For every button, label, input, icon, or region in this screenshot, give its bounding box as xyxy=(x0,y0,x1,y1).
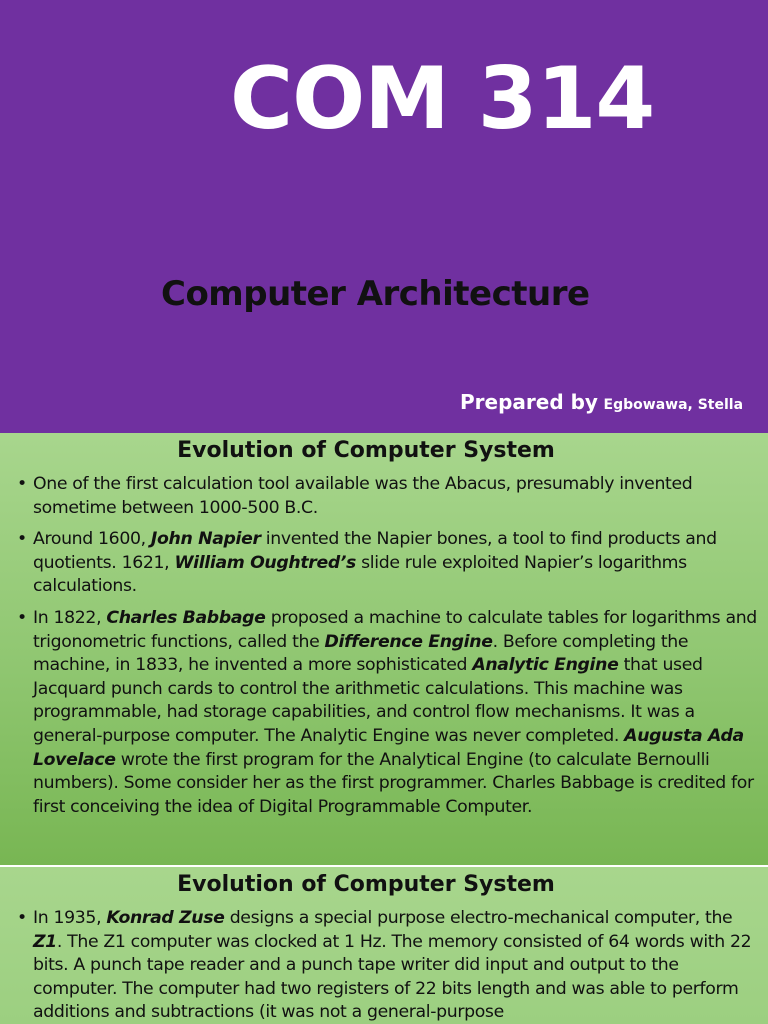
emphasized-text: Charles Babbage xyxy=(106,607,266,628)
bullet-text: designs a special purpose electro-mechanical computer, the xyxy=(224,908,733,928)
bullet-text: In 1822, xyxy=(33,607,107,628)
slide-title: Evolution of Computer System xyxy=(177,438,555,463)
emphasized-text: Difference Engine xyxy=(324,631,493,652)
credit-line xyxy=(460,390,743,414)
emphasized-text: John Napier xyxy=(150,529,261,550)
content-slide xyxy=(0,433,768,865)
emphasized-text: Analytic Engine xyxy=(472,655,619,676)
bullet-dot-icon: • xyxy=(17,474,27,494)
bullet-item xyxy=(17,907,758,1024)
content-slide xyxy=(0,867,768,1024)
bullet-dot-icon: • xyxy=(17,607,27,628)
course-code: COM 314 xyxy=(230,49,655,149)
bullet-text: Around 1600, xyxy=(33,529,151,550)
author-name: Egbowawa, Stella xyxy=(603,397,744,413)
slide-title: Evolution of Computer System xyxy=(177,872,555,897)
bullet-text: One of the first calculation tool available was the Abacus, presumably invented sometime between 1000-500 B.C. xyxy=(33,474,693,518)
bullet-dot-icon: • xyxy=(17,529,27,550)
bullet-text: . Before completing the machine, in 1833, he invented a more sophisticated xyxy=(33,631,689,676)
bullet-text: proposed a machine to calculate tables for logarithms and trigonometric functions, called the xyxy=(33,607,757,652)
bullet-item xyxy=(17,473,758,520)
bullet-text: invented the Napier bones, a tool to find products and quotients. 1621, xyxy=(33,529,717,573)
bullet-list xyxy=(0,473,768,819)
emphasized-text: Augusta Ada Lovelace xyxy=(33,725,744,770)
bullet-text: slide rule exploited Napier’s logarithms calculations. xyxy=(33,552,687,597)
emphasized-text: Z1 xyxy=(33,931,57,952)
bullet-text: wrote the first program for the Analytical Engine (to calculate Bernoulli numbers). Some consider her as the first programmer. Charles Babbage is credited for first conceiving the idea of Digital Programmable Computer. xyxy=(33,749,754,817)
bullet-text: In 1935, xyxy=(33,908,107,928)
course-name: Computer Architecture xyxy=(161,274,590,314)
bullet-item xyxy=(17,528,758,599)
bullet-list xyxy=(0,907,768,1024)
emphasized-text: William Oughtred’s xyxy=(174,552,356,573)
title-slide xyxy=(0,0,768,433)
bullet-text: that used Jacquard punch cards to control the arithmetic calculations. This machine was programmable, had storage capabilities, and control flow mechanisms. It was a general-purpose computer. The Analytic Engine was never completed. xyxy=(33,655,703,746)
bullet-item xyxy=(17,607,758,819)
bullet-dot-icon: • xyxy=(17,908,27,928)
emphasized-text: Konrad Zuse xyxy=(106,908,225,928)
bullet-text: . The Z1 computer was clocked at 1 Hz. The memory consisted of 64 words with 22 bits. A punch tape reader and a punch tape writer did input and output to the computer. The computer had two registers of 22 bits length and was able to perform additions and subtractions (it was not a general-purpose xyxy=(33,931,752,1023)
prepared-by-label: Prepared by xyxy=(460,390,598,414)
